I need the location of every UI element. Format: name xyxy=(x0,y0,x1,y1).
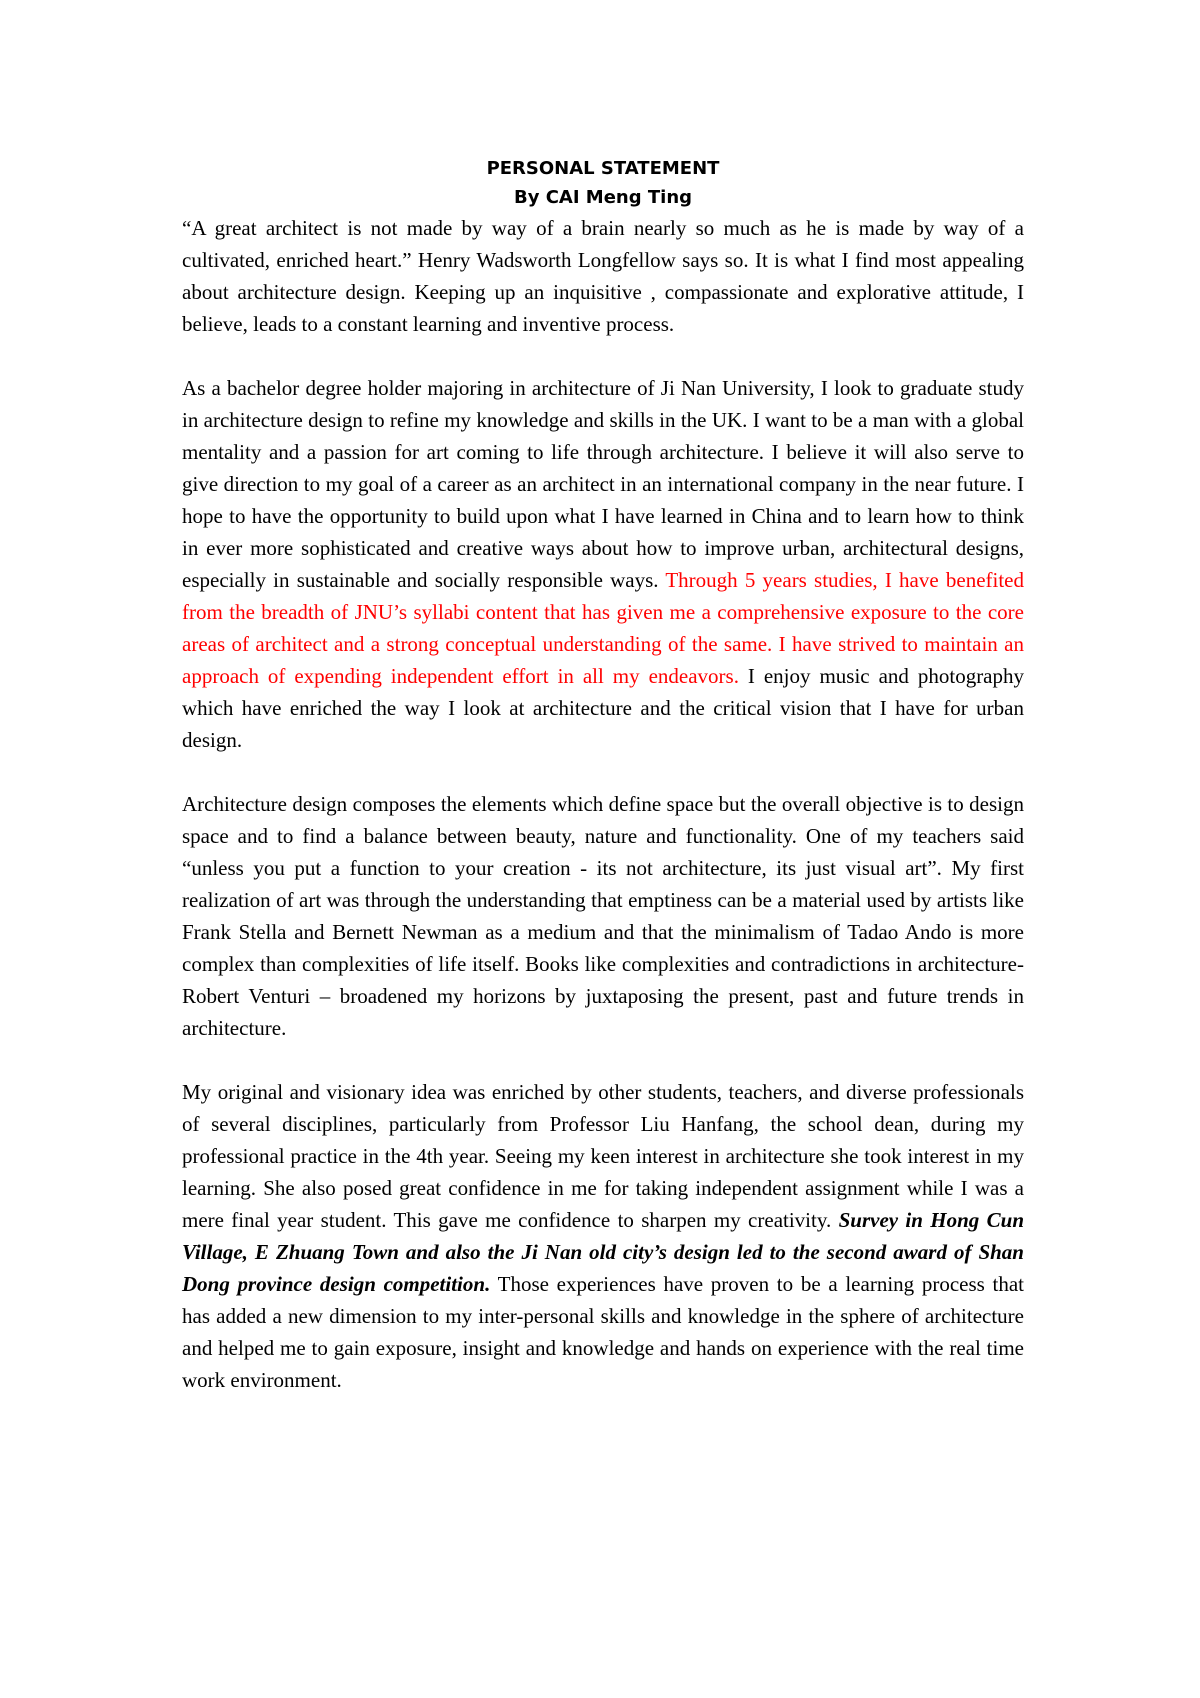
document-body xyxy=(182,154,1024,1396)
paragraph-education-closing: I enjoy music and photography which have enriched the way I look at architecture and the critical vision that I have for urban design. xyxy=(182,664,1025,752)
paragraph-education-text: As a bachelor degree holder majoring in architecture of Ji Nan University, I look to graduate study in architecture design to refine my knowledge and skills in the UK. I want to be a man with a global mentality and a passion for art coming to life through architecture. I believe it will also serve to give direction to my goal of a career as an architect in an international company in the near future. I hope to have the opportunity to build upon what I have learned in China and to learn how to think in ever more sophisticated and creative ways about how to improve urban, architectural designs, especially in sustainable and socially responsible ways. xyxy=(182,376,1024,592)
paragraph-education xyxy=(182,372,1024,756)
paragraph-intro: “A great architect is not made by way of a brain nearly so much as he is made by way of a cultivated, enriched heart.” Henry Wadsworth Longfellow says so. It is what I find most appealing about architecture design. Keeping up an inquisitive , compassionate and explorative attitude, I believe, leads to a constant learning and inventive process. xyxy=(182,216,1024,336)
paragraph-experience-closing: Those experiences have proven to be a learning process that has added a new dimension to my inter-personal skills and knowledge in the sphere of architecture and helped me to gain exposure, insight and knowledge and hands on experience with the real time work environment. xyxy=(182,1272,1025,1392)
paragraph-experience-text: My original and visionary idea was enriched by other students, teachers, and diverse professionals of several disciplines, particularly from Professor Liu Hanfang, the school dean, during my professional practice in the 4th year. Seeing my keen interest in architecture she took interest in my learning. She also posed great confidence in me for taking independent assignment while I was a mere final year student. This gave me confidence to sharpen my creativity. xyxy=(182,1080,1024,1232)
paragraph-experience xyxy=(182,1076,1024,1396)
author-byline: By CAI Meng Ting xyxy=(513,187,693,208)
page-title: PERSONAL STATEMENT xyxy=(486,158,720,179)
highlighted-text: Through 5 years studies, I have benefited from the breadth of JNU’s syllabi content that has given me a comprehensive exposure to the core areas of architect and a strong conceptual understanding of the same. I have strived to maintain an approach of expending independent effort in all my endeavors. xyxy=(182,568,1024,688)
paragraph-design-philosophy: Architecture design composes the elements which define space but the overall objective is to design space and to find a balance between beauty, nature and functionality. One of my teachers said “unless you put a function to your creation - its not architecture, its just visual art”. My first realization of art was through the understanding that emptiness can be a material used by artists like Frank Stella and Bernett Newman as a medium and that the minimalism of Tadao Ando is more complex than complexities of life itself. Books like complexities and contradictions in architecture-Robert Venturi – broadened my horizons by juxtaposing the present, past and future trends in architecture. xyxy=(182,792,1024,1040)
emphasized-award-text: Survey in Hong Cun Village, E Zhuang Town and also the Ji Nan old city’s design led to the second award of Shan Dong province design competition. xyxy=(182,1208,1024,1296)
